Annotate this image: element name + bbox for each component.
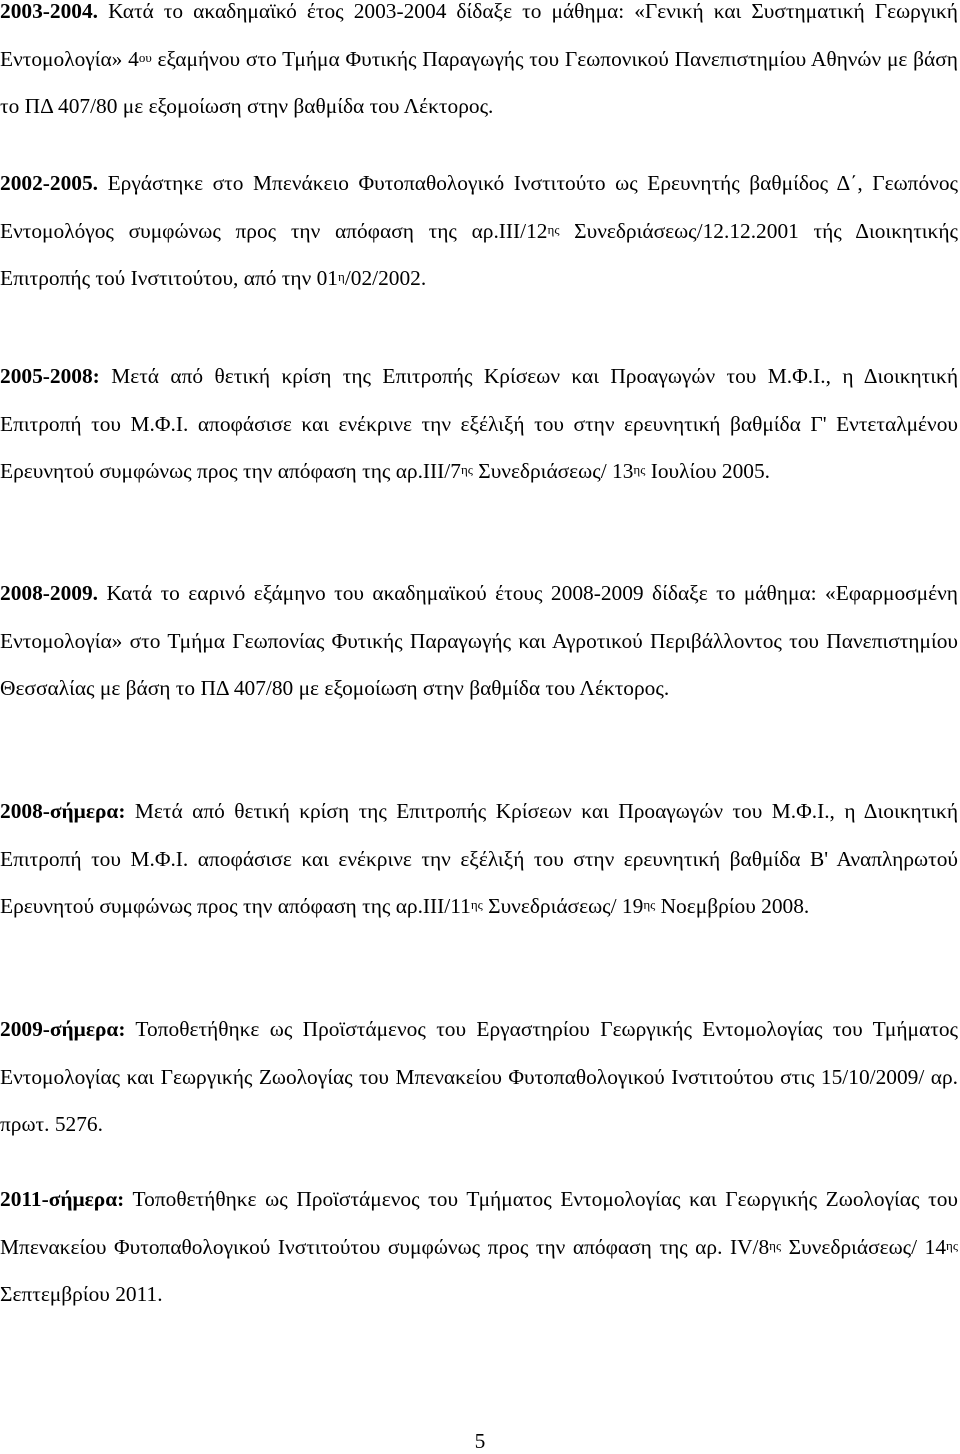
cv-entry-2005-2008 (0, 353, 958, 496)
cv-entry-2009-present (0, 1006, 958, 1149)
entry-text: Συνεδριάσεως/ 13 (472, 459, 634, 483)
ordinal-superscript: η (338, 269, 345, 284)
entry-text: Κατά το εαρινό εξάμηνο του ακαδημαϊκού έτους 2008-2009 δίδαξε το μάθημα: «Εφαρμοσμένη Εντομολογία» στο Τμήμα Γεωπονίας Φυτικής Παραγωγής και Αγροτικού Περιβάλλοντος του Πανεπιστημίου Θεσσαλίας με βάση το ΠΔ 407/80 με εξομοίωση στην βαθμίδα του Λέκτορος. (0, 581, 958, 700)
entry-text: Συνεδριάσεως/12.12.2001 τής Διοικητικής Επιτροπής τού Ινστιτούτου, από την 01 (0, 218, 958, 290)
ordinal-superscript: ης (946, 1237, 958, 1253)
entry-text: Συνεδριάσεως/ 19 (482, 894, 644, 918)
entry-text: Ιουλίου 2005. (645, 459, 771, 483)
page-number: 5 (474, 1429, 486, 1453)
cv-entry-2002-2005 (0, 160, 958, 303)
entry-text: Μετά από θετική κρίση της Επιτροπής Κρίσεων και Προαγωγών του Μ.Φ.Ι., η Διοικητική Επιτροπή του Μ.Φ.Ι. αποφάσισε και ενέκρινε την εξέλιξή του στην ερευνητική βαθμίδα Β' Αναπληρωτού Ερευνητού συμφώνως προς την απόφαση της αρ.ΙΙΙ/11 (0, 799, 958, 918)
cv-entry-2003-2004 (0, 0, 958, 131)
entry-period-label: 2005-2008: (0, 364, 100, 388)
entry-period-label: 2011-σήμερα: (0, 1187, 125, 1211)
cv-entry-2008-2009 (0, 570, 958, 713)
ordinal-superscript: ης (547, 221, 560, 237)
entry-period-label: 2003-2004. (0, 0, 99, 23)
entry-text: εξαμήνου στο Τμήμα Φυτικής Παραγωγής του Γεωπονικού Πανεπιστημίου Αθηνών με βάση το ΠΔ 407/80 με εξομοίωση στην βαθμίδα του Λέκτορος. (0, 46, 958, 118)
entry-text: Συνεδριάσεως/ 14 (781, 1234, 947, 1259)
entry-text: Τοποθετήθηκε ως Προϊστάμενος του Τμήματος Εντομολογίας και Γεωργικής Ζωολογίας του Μπενακείου Φυτοπαθολογικού Ινστιτούτου συμφώνως προς την απόφαση της αρ. ΙV/8 (0, 1187, 958, 1259)
entry-text: Μετά από θετική κρίση της Επιτροπής Κρίσεων και Προαγωγών του Μ.Φ.Ι., η Διοικητική Επιτροπή του Μ.Φ.Ι. αποφάσισε και ενέκρινε την εξέλιξή του στην ερευνητική βαθμίδα Γ' Εντεταλμένου Ερευνητού συμφώνως προς την απόφαση της αρ.ΙΙΙ/7 (0, 364, 958, 483)
entry-period-label: 2009-σήμερα: (0, 1017, 126, 1041)
ordinal-superscript: ης (633, 462, 646, 477)
ordinal-superscript: ης (470, 897, 483, 912)
entry-text: Εργάστηκε στο Μπενάκειο Φυτοπαθολογικό Ινστιτούτο ως Ερευνητής βαθμίδος Δ΄, Γεωπόνος Εντομολόγος συμφώνως προς την απόφαση της αρ.ΙΙΙ/12 (0, 171, 958, 243)
ordinal-superscript: ης (643, 897, 656, 912)
cv-entry-2008-present (0, 788, 958, 931)
entry-text: Σεπτεμβρίου 2011. (0, 1282, 163, 1306)
entry-period-label: 2008-2009. (0, 581, 99, 605)
entry-text: Τοποθετήθηκε ως Προϊστάμενος του Εργαστηρίου Γεωργικής Εντομολογίας του Τμήματος Εντομολογίας και Γεωργικής Ζωολογίας του Μπενακείου Φυτοπαθολογικού Ινστιτούτου στις 15/10/2009/ αρ. πρωτ. 5276. (0, 1017, 958, 1136)
entry-text: Κατά το ακαδημαϊκό έτος 2003-2004 δίδαξε το μάθημα: «Γενική και Συστηματική Γεωργική Εντομολογία» 4 (0, 0, 958, 71)
ordinal-superscript: ης (460, 462, 473, 477)
cv-entry-2011-present (0, 1176, 958, 1319)
entry-period-label: 2008-σήμερα: (0, 799, 126, 823)
entry-text: /02/2002. (344, 266, 427, 290)
ordinal-superscript: ης (769, 1237, 782, 1253)
entry-text: Νοεμβρίου 2008. (655, 894, 810, 918)
entry-period-label: 2002-2005. (0, 171, 99, 195)
ordinal-superscript: ου (138, 49, 152, 65)
